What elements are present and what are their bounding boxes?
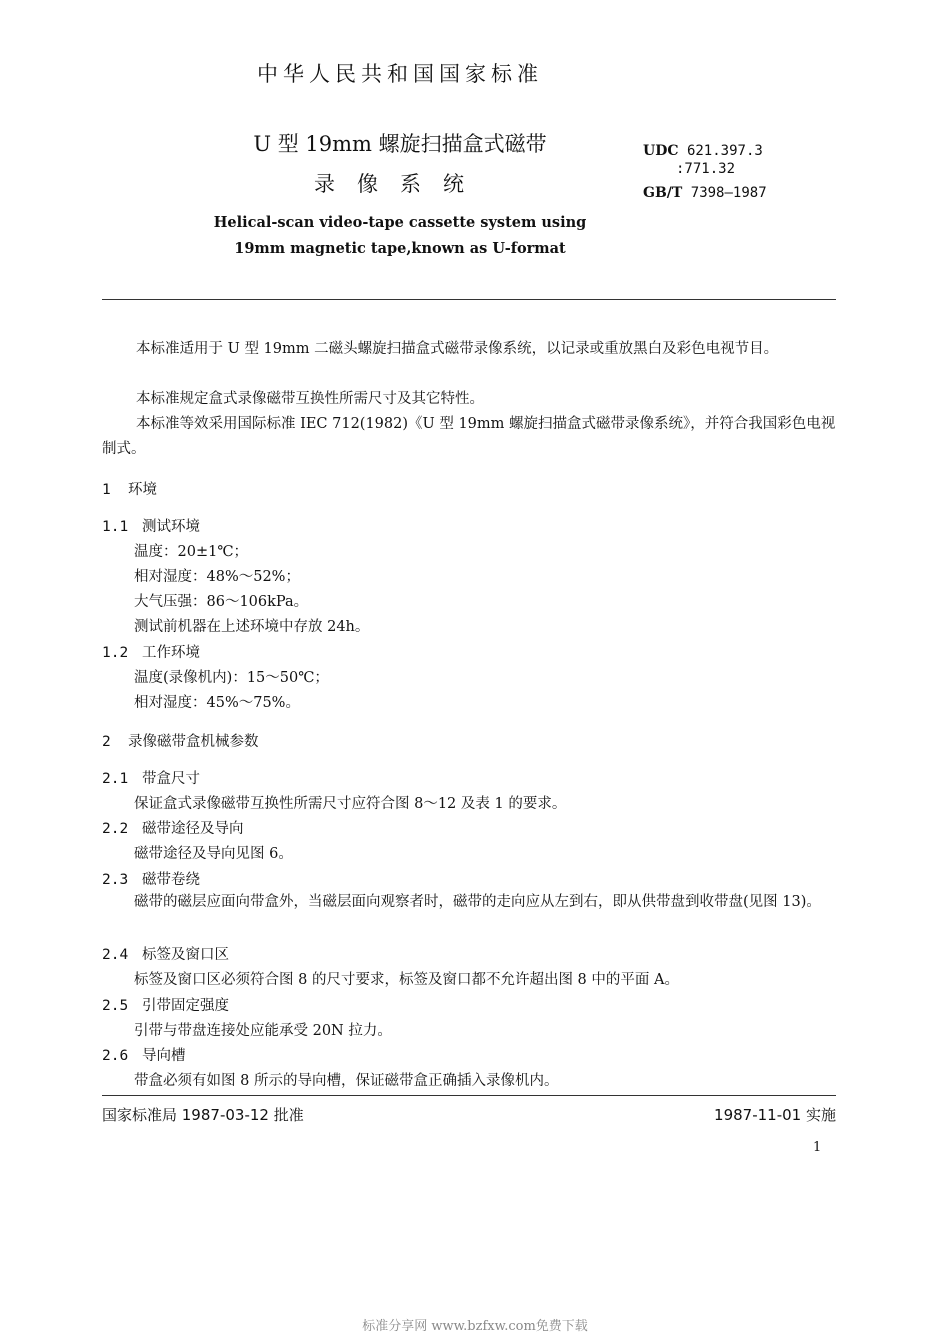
page-number: 1 bbox=[813, 1140, 822, 1155]
section-number: 1.2 bbox=[102, 645, 129, 661]
section-2-heading bbox=[102, 730, 259, 751]
gb-code bbox=[643, 185, 767, 201]
env-line: 测试前机器在上述环境中存放 24h。 bbox=[134, 619, 370, 635]
effective-date: 1987-11-01 实施 bbox=[714, 1106, 836, 1124]
section-2-2-heading bbox=[102, 817, 244, 838]
gb-label: GB/T bbox=[643, 185, 683, 201]
section-title: 引带固定强度 bbox=[142, 998, 229, 1014]
section-title: 测试环境 bbox=[142, 519, 200, 535]
section-title: 环境 bbox=[128, 482, 157, 498]
standard-org-header: 中华人民共和国国家标准 bbox=[257, 62, 543, 86]
intro-paragraph-3: 本标准等效采用国际标准 IEC 712(1982)《U 型 19mm 螺旋扫描盒式磁带录像系统》，并符合我国彩色电视制式。 bbox=[102, 416, 836, 457]
section-number: 2.3 bbox=[102, 872, 129, 888]
section-number: 2.2 bbox=[102, 821, 129, 837]
section-1-1-heading bbox=[102, 515, 200, 536]
section-number: 2.4 bbox=[102, 947, 129, 963]
title-cn-line1: U 型 19mm 螺旋扫描盒式磁带 bbox=[253, 132, 547, 156]
section-title: 磁带卷绕 bbox=[142, 872, 200, 888]
section-title: 工作环境 bbox=[142, 645, 200, 661]
title-en-line2: 19mm magnetic tape,known as U-format bbox=[234, 240, 566, 257]
section-number: 1.1 bbox=[102, 519, 129, 535]
section-title: 录像磁带盒机械参数 bbox=[128, 734, 259, 750]
approval-date: 国家标准局 1987-03-12 批准 bbox=[102, 1106, 304, 1124]
title-en-line1: Helical-scan video-tape cassette system using bbox=[213, 214, 587, 231]
env-line: 相对湿度：45%～75%。 bbox=[134, 695, 300, 711]
section-title: 导向槽 bbox=[142, 1048, 186, 1064]
section-number: 2 bbox=[102, 734, 111, 750]
section-number: 2.1 bbox=[102, 771, 129, 787]
section-1-2-heading bbox=[102, 641, 200, 662]
section-title: 带盒尺寸 bbox=[142, 771, 200, 787]
udc-label: UDC bbox=[643, 143, 679, 159]
section-text: 标签及窗口区必须符合图 8 的尺寸要求，标签及窗口都不允许超出图 8 中的平面 A。 bbox=[134, 972, 679, 988]
section-text: 磁带的磁层应面向带盒外，当磁层面向观察者时，磁带的走向应从左到右，即从供带盘到收带盘(见图 13)。 bbox=[134, 894, 821, 910]
intro-paragraph-2: 本标准规定盒式录像磁带互换性所需尺寸及其它特性。 bbox=[136, 391, 484, 407]
watermark: 标准分享网 www.bzfxw.com免费下载 bbox=[362, 1319, 588, 1334]
section-1-heading bbox=[102, 478, 157, 499]
env-line: 温度：20±1℃； bbox=[134, 544, 249, 560]
udc-value1: 621.397.3 bbox=[686, 143, 763, 159]
section-2-3-heading bbox=[102, 868, 200, 889]
section-text: 带盒必须有如图 8 所示的导向槽，保证磁带盒正确插入录像机内。 bbox=[134, 1073, 559, 1089]
section-2-1-heading bbox=[102, 767, 200, 788]
section-text: 保证盒式录像磁带互换性所需尺寸应符合图 8～12 及表 1 的要求。 bbox=[134, 796, 567, 812]
section-number: 1 bbox=[102, 482, 111, 498]
section-text: 引带与带盘连接处应能承受 20N 拉力。 bbox=[134, 1023, 392, 1039]
section-2-6-heading bbox=[102, 1044, 186, 1065]
env-line: 大气压强：86～106kPa。 bbox=[134, 594, 309, 610]
env-line: 温度(录像机内)：15～50℃； bbox=[134, 670, 329, 686]
title-cn-line2: 录像系统 bbox=[314, 172, 486, 196]
header-divider bbox=[102, 299, 836, 300]
section-number: 2.6 bbox=[102, 1048, 129, 1064]
section-2-5-heading bbox=[102, 994, 229, 1015]
udc-code bbox=[643, 143, 763, 159]
section-2-4-heading bbox=[102, 943, 229, 964]
section-number: 2.5 bbox=[102, 998, 129, 1014]
footer-divider bbox=[102, 1095, 836, 1096]
intro-paragraph-1: 本标准适用于 U 型 19mm 二磁头螺旋扫描盒式磁带录像系统，以记录或重放黑白及彩色电视节目。 bbox=[136, 341, 779, 357]
section-text: 磁带途径及导向见图 6。 bbox=[134, 846, 293, 862]
section-title: 标签及窗口区 bbox=[142, 947, 229, 963]
section-title: 磁带途径及导向 bbox=[142, 821, 244, 837]
udc-value2: :771.32 bbox=[676, 161, 736, 177]
gb-value: 7398—1987 bbox=[690, 185, 767, 201]
env-line: 相对湿度：48%～52%； bbox=[134, 569, 300, 585]
